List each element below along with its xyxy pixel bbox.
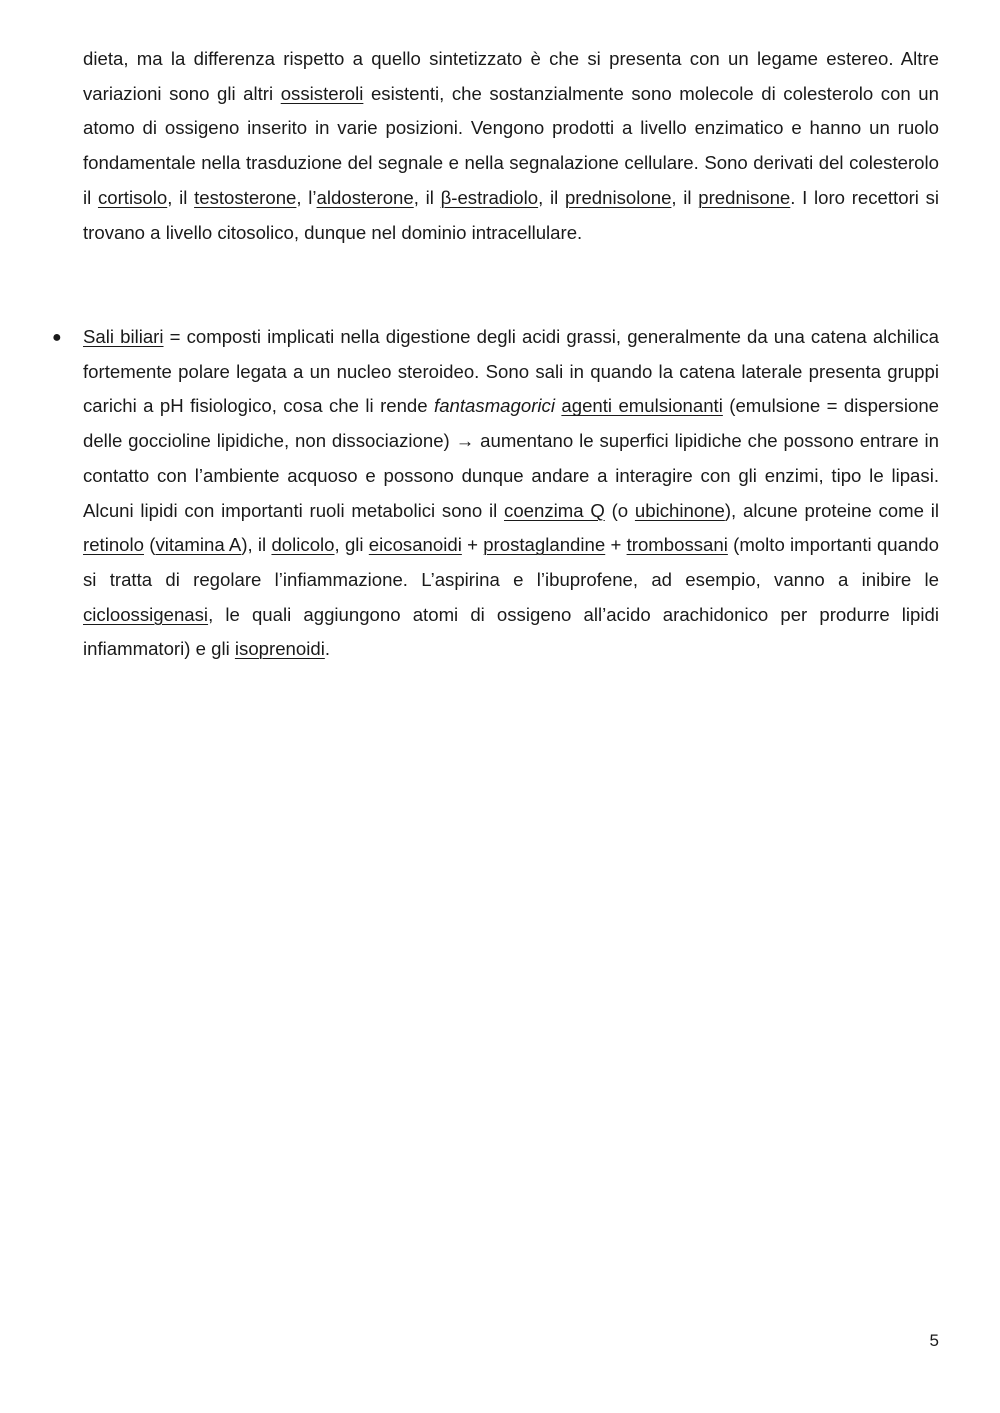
text-span: , l’ xyxy=(296,186,317,208)
text-span: + xyxy=(605,534,627,556)
text-span: . I loro recettori si trovano a livello citosolico, dunque nel dominio intracellulare. xyxy=(83,186,940,243)
term-dolicolo: dolicolo xyxy=(271,534,335,556)
text-span: , il xyxy=(413,186,441,208)
term-isoprenoidi: isoprenoidi xyxy=(234,638,325,660)
term-coenzima-q: coenzima Q xyxy=(504,499,605,521)
term-ossisteroli: ossisteroli xyxy=(280,82,364,104)
term-prednisone: prednisone xyxy=(698,186,791,208)
bullet-icon: ● xyxy=(52,329,62,346)
term-cicloossigenasi: cicloossigenasi xyxy=(83,603,209,625)
term-beta-estradiolo: β-estradiolo xyxy=(440,186,539,208)
text-span: , il xyxy=(538,186,565,208)
text-span: , gli xyxy=(334,534,369,556)
term-trombossani: trombossani xyxy=(626,534,728,556)
text-span: ), alcune proteine come il xyxy=(724,499,939,521)
text-span: esistenti, che sostanzialmente sono molecole di colesterolo con un atomo di ossigeno inserito in varie posizioni. Vengono prodotti a livello enzimatico e hanno un ruolo fondamentale nella trasduzione del segnale e nella segnalazione cellulare. Sono derivati del colesterolo il xyxy=(83,82,939,208)
text-span: + xyxy=(461,534,484,556)
term-prostaglandine: prostaglandine xyxy=(483,534,606,556)
list-item-sali-biliari xyxy=(83,320,939,667)
term-retinolo: retinolo xyxy=(83,534,144,556)
text-span: (emulsione = dispersione delle goccioline lipidiche, non dissociazione) → aumentano le superfici lipidiche che possono entrare in contatto con l’ambiente acquoso e possono dunque andare a interagire con gli enzimi, tipo le lipasi. Alcuni lipidi con importanti ruoli metabolici sono il xyxy=(83,395,939,521)
term-ubichinone: ubichinone xyxy=(634,499,725,521)
term-prednisolone: prednisolone xyxy=(564,186,672,208)
text-span: (o xyxy=(604,499,635,521)
text-span: , il xyxy=(167,186,195,208)
term-agenti-emulsionanti: agenti emulsionanti xyxy=(561,395,723,417)
term-cortisolo: cortisolo xyxy=(97,186,168,208)
paragraph-cholesterol-derivatives xyxy=(83,42,939,250)
term-aldosterone: aldosterone xyxy=(316,186,414,208)
text-span: , il xyxy=(671,186,699,208)
text-span: = composti implicati nella digestione degli acidi grassi, generalmente da una catena alchilica fortemente polare legata a un nucleo steroideo. Sono sali in quando la catena laterale presenta gruppi carichi a pH fisiologico, cosa che li rende xyxy=(83,326,939,417)
term-eicosanoidi: eicosanoidi xyxy=(368,534,462,556)
term-vitamina-a: vitamina A xyxy=(155,534,242,556)
text-span: ), il xyxy=(241,534,272,556)
text-span: dieta, ma la differenza rispetto a quello sintetizzato è che si presenta con un legame estereo. Altre variazioni sono gli altri xyxy=(83,48,939,104)
term-sali-biliari: Sali biliari xyxy=(83,326,164,347)
text-span: , le quali aggiungono atomi di ossigeno all’acido arachidonico per produrre lipidi infiammatori) e gli xyxy=(83,603,939,660)
term-testosterone: testosterone xyxy=(194,186,297,208)
italic-term-fantasmagorici: fantasmagorici xyxy=(434,395,555,417)
text-span: (molto importanti quando si tratta di regolare l’infiammazione. L’aspirina e l’ibuprofene, ad esempio, vanno a inibire le xyxy=(83,534,939,590)
page-number: 5 xyxy=(929,1331,939,1350)
text-span: ( xyxy=(143,534,156,556)
text-span: . xyxy=(324,638,331,660)
